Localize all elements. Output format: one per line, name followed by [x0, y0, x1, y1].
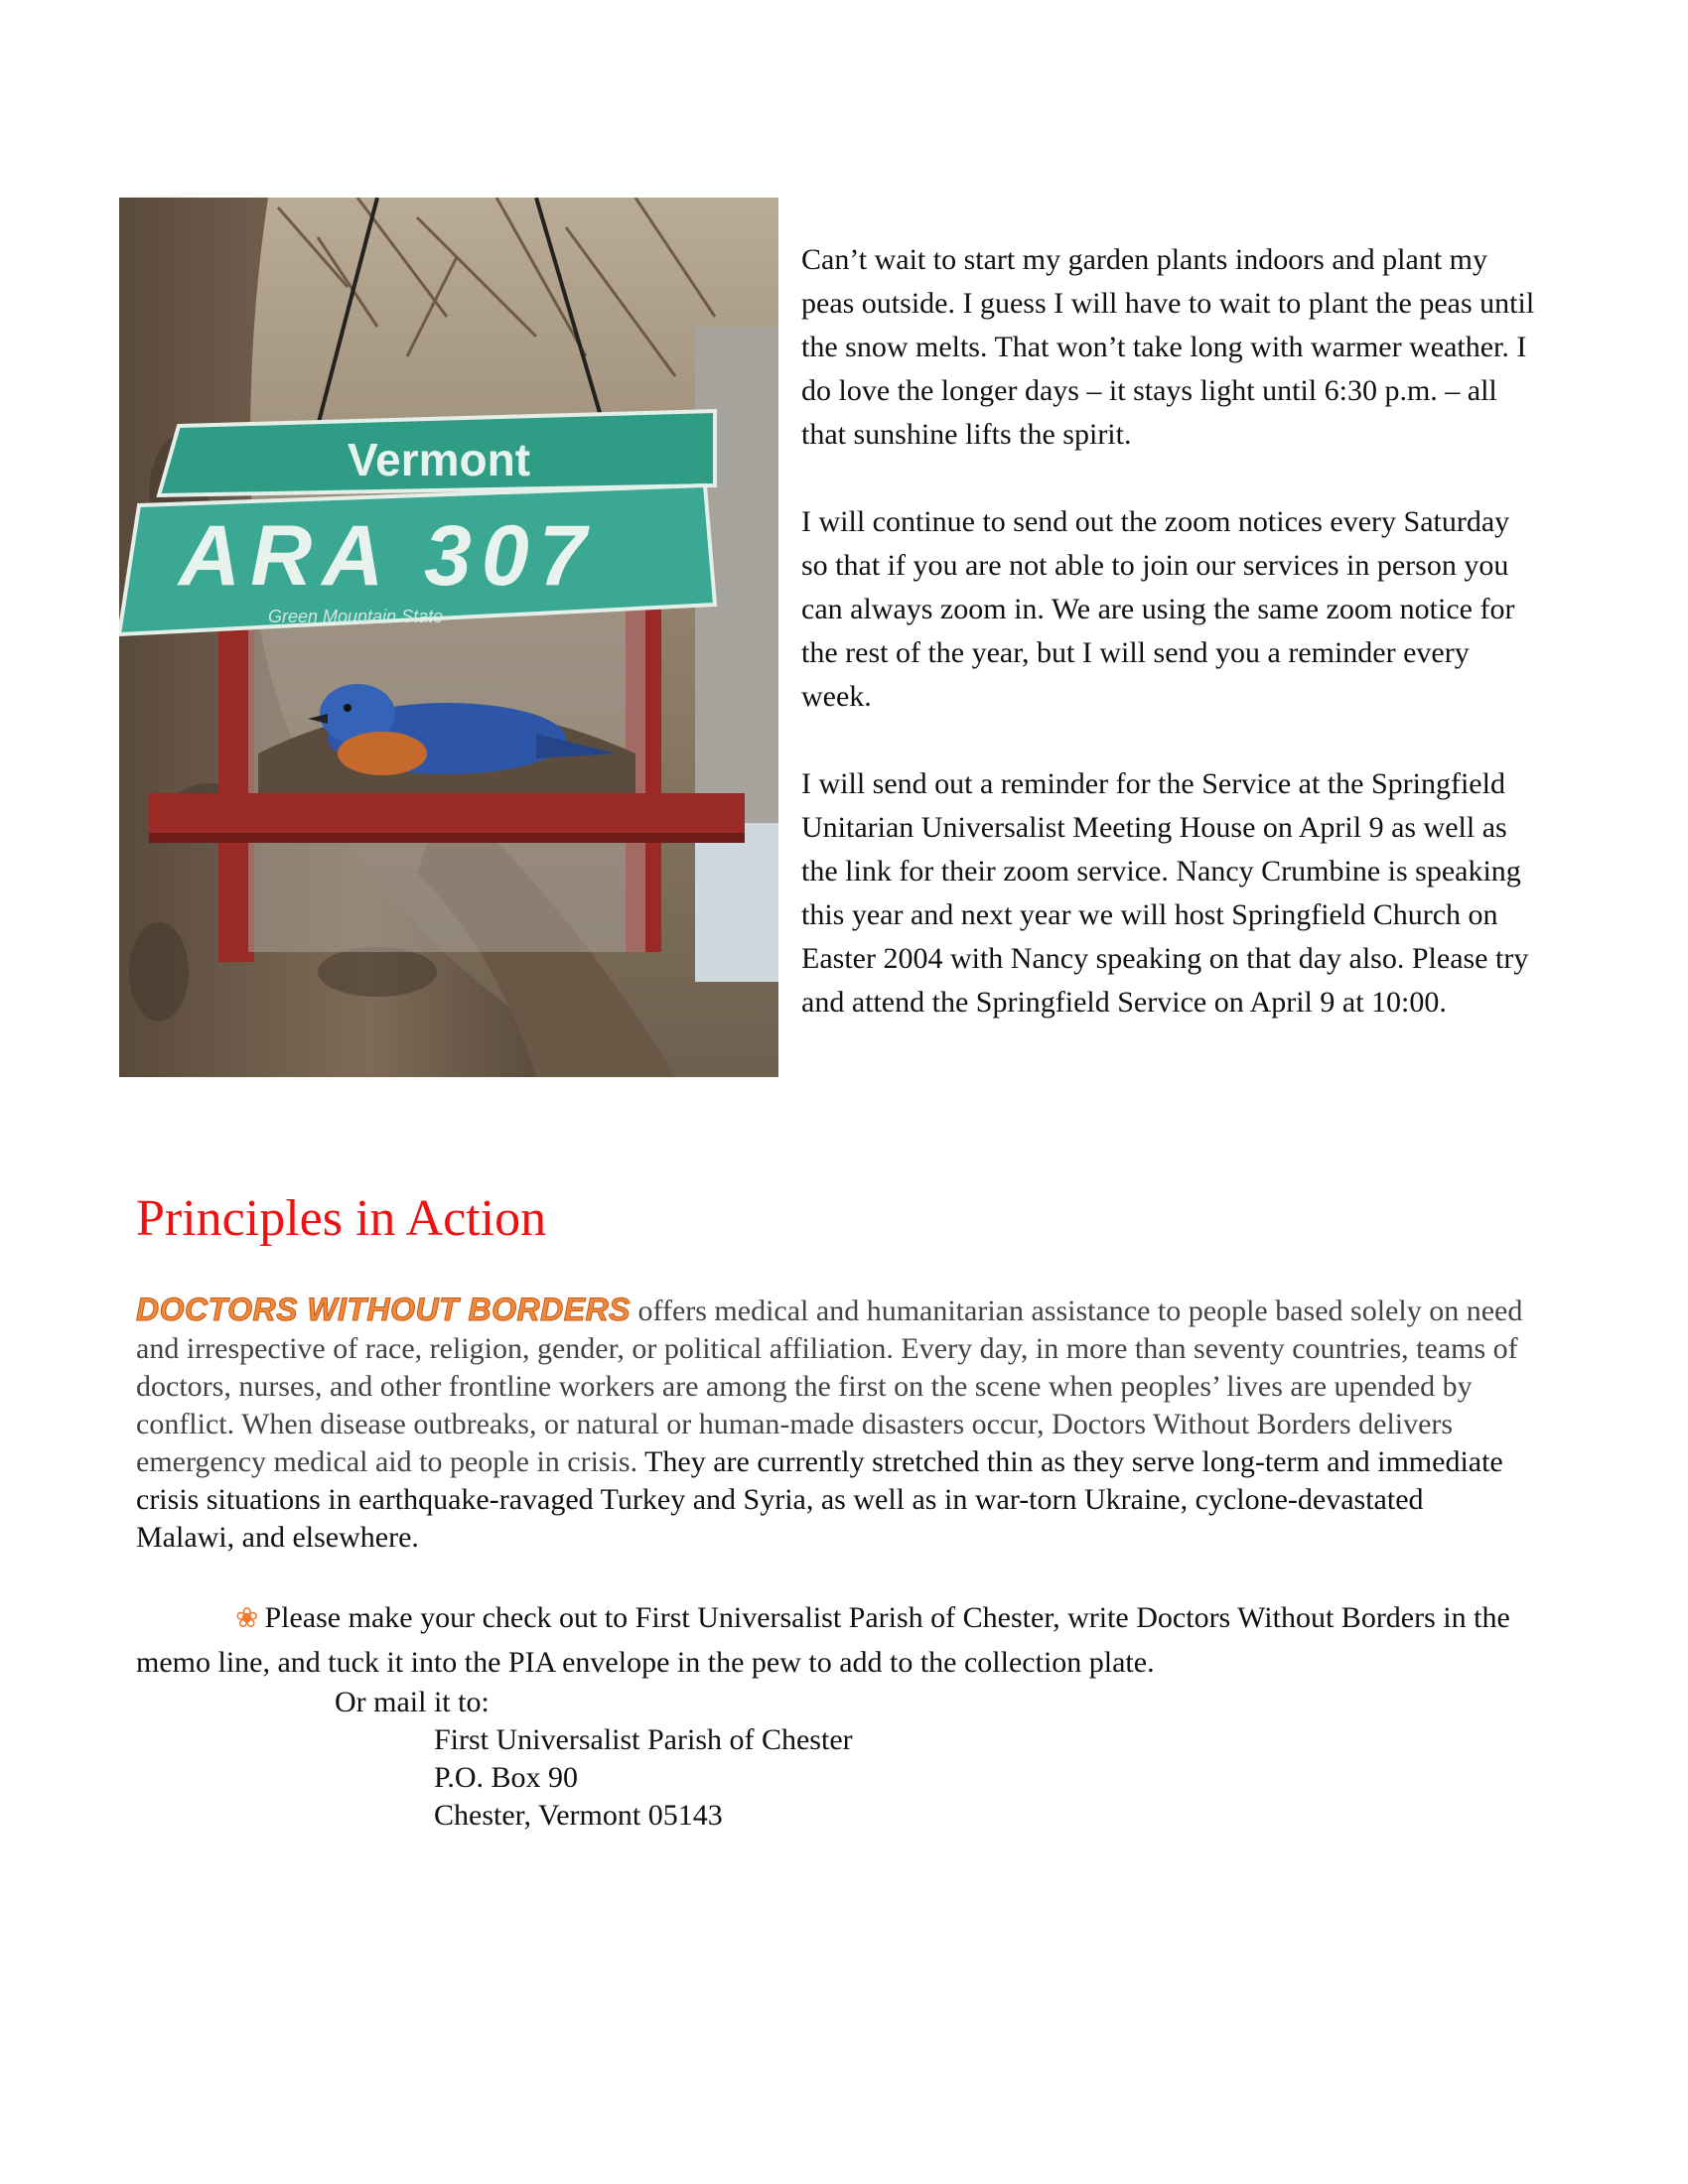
check-instructions-text: Please make your check out to First Universalist Parish of Chester, write Doctors Without Borders in the memo line, and tuck it into the PIA envelope in the pew to add to the collection plate. — [136, 1601, 1510, 1679]
article-paragraph: I will continue to send out the zoom notices every Saturday so that if you are not able to join our services in person you can always zoom in. We are using the same zoom notice for the rest of the year, but I will send you a reminder every week. — [801, 505, 1515, 713]
principles-body-dark: They are currently stretched thin as they serve long-term and immediate crisis situations in earthquake-ravaged Turkey and Syria, as well as in war-torn Ukraine, cyclone-devastated Malawi, and elsewhere. — [136, 1445, 1503, 1554]
bird-feeder-photo — [119, 198, 778, 1077]
plate-slogan-text: Green Mountain State — [268, 607, 444, 626]
article-paragraph: I will send out a reminder for the Service at the Springfield Unitarian Universalist Meeting House on April 9 as well as the link for their zoom service. Nancy Crumbine is speaking this year and next year we will host Springfield Church on Easter 2004 with Nancy speaking on that day also. Please try and attend the Springfield Service on April 9 at 10:00. — [801, 767, 1529, 1019]
principles-body — [136, 1291, 1526, 1557]
plate-state-text: Vermont — [348, 434, 531, 485]
check-instructions — [136, 1596, 1526, 1685]
article-column — [801, 238, 1536, 1068]
org-name-logo: DOCTORS WITHOUT BORDERS — [136, 1292, 632, 1327]
principles-heading: Principles in Action — [136, 1190, 547, 1247]
plate-number-text: ARA 307 — [179, 508, 597, 604]
address-line: Chester, Vermont 05143 — [434, 1799, 723, 1832]
principles-body-gray: offers medical and humanitarian assistance to people based solely on need and irrespective of race, religion, gender, or political affiliation. Every day, in more than seventy countries, teams of doctors, nurses, and other frontline workers are among the first on the scene when peoples’ lives are upended by conflict. When disease outbreaks, or natural or human-made disasters occur, Doctors Without Borders delivers emergency medical aid to people in crisis. — [136, 1295, 1523, 1478]
mail-intro: Or mail it to: — [335, 1686, 490, 1718]
address-line: First Universalist Parish of Chester — [434, 1723, 853, 1756]
flower-bullet-icon: ❀ — [235, 1603, 259, 1634]
article-paragraph: Can’t wait to start my garden plants indoors and plant my peas outside. I guess I will have to wait to plant the peas until the snow melts. That won’t take long with warmer weather. I do love the longer days – it stays light until 6:30 p.m. – all that sunshine lifts the spirit. — [801, 243, 1535, 451]
address-line: P.O. Box 90 — [434, 1761, 579, 1794]
